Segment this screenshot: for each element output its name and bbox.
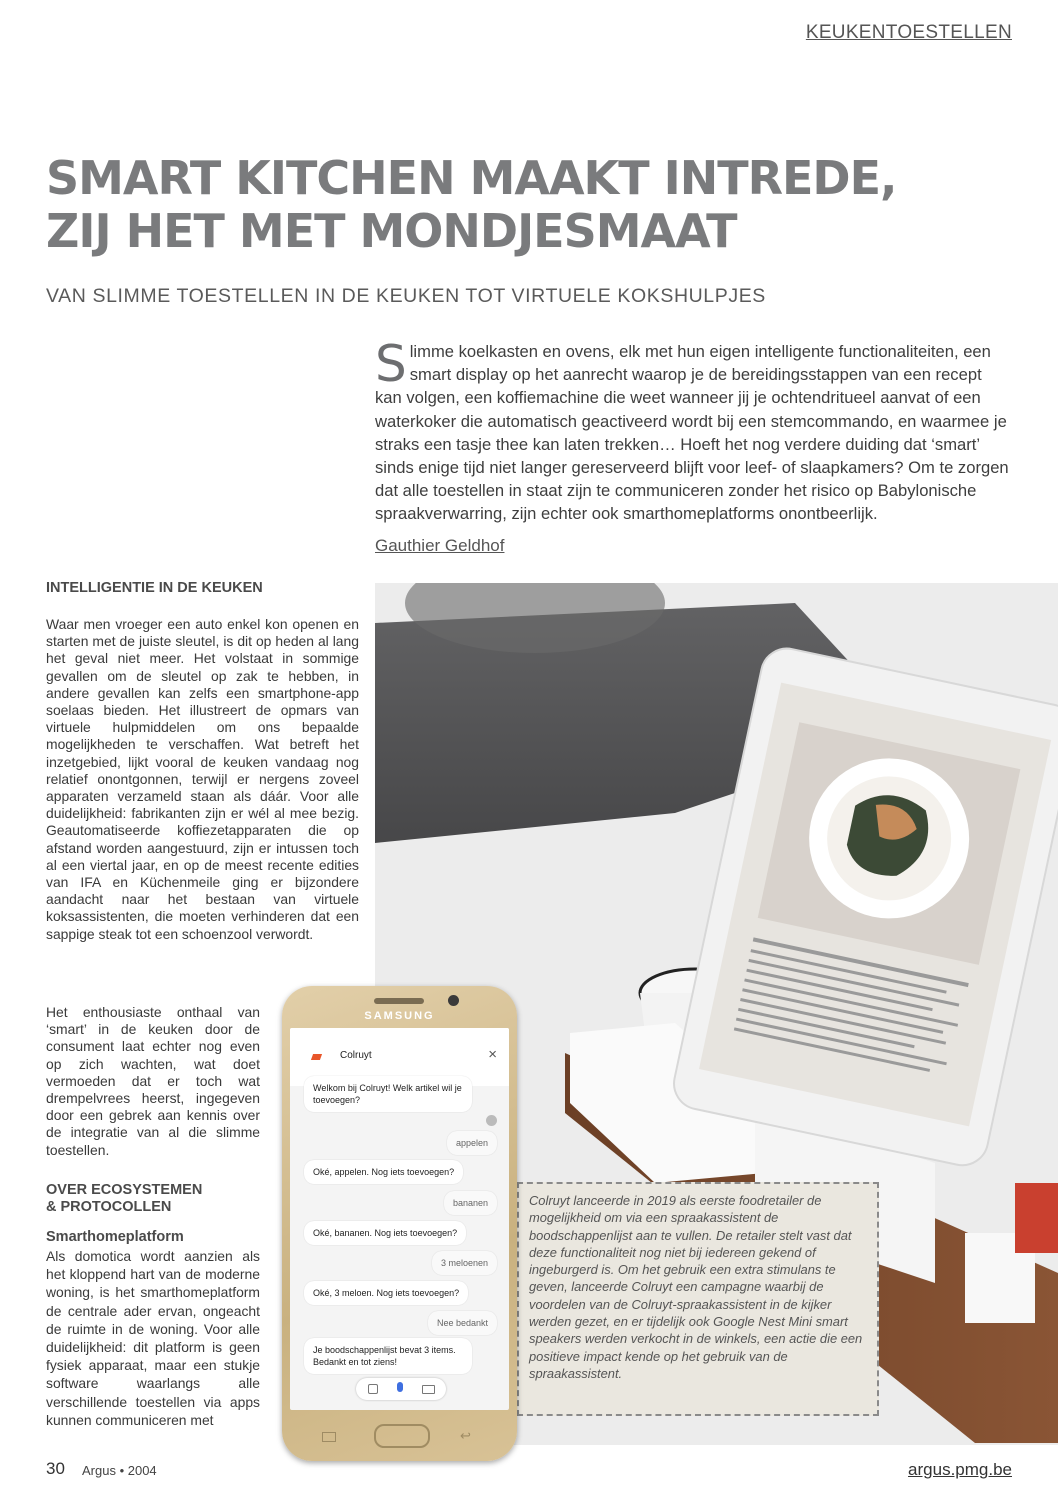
home-button[interactable] bbox=[374, 1424, 430, 1448]
article-subtitle: VAN SLIMME TOESTELLEN IN DE KEUKEN TOT VIRTUELE KOKSHULPJES bbox=[46, 285, 766, 307]
smartphone bbox=[282, 986, 517, 1461]
lead-paragraph bbox=[375, 335, 1011, 526]
chat-message-bot: Oké, 3 meloen. Nog iets toevoegen? bbox=[304, 1281, 468, 1305]
colruyt-logo-icon bbox=[311, 1054, 322, 1060]
chat-app-name: Colruyt bbox=[340, 1050, 372, 1061]
chat-message-bot: Je boodschappenlijst bevat 3 items. Bedankt en tot ziens! bbox=[304, 1338, 472, 1374]
title-line-1: SMART KITCHEN MAAKT INTREDE, bbox=[46, 151, 897, 205]
heading-ecosystemen bbox=[46, 1182, 246, 1216]
chat-message-bot: Welkom bij Colruyt! Welk artikel wil je toevoegen? bbox=[304, 1076, 472, 1112]
recent-apps-button[interactable] bbox=[322, 1432, 336, 1442]
page-number: 30 bbox=[46, 1459, 65, 1478]
keyboard-icon[interactable] bbox=[422, 1385, 435, 1394]
chat-message-user: bananen bbox=[444, 1191, 497, 1215]
chat-message-user: appelen bbox=[447, 1131, 497, 1155]
author-byline: Gauthier Geldhof bbox=[375, 536, 505, 555]
back-icon[interactable]: ↩ bbox=[460, 1428, 471, 1443]
lens-icon[interactable] bbox=[368, 1384, 378, 1394]
chat-message-bot: Oké, appelen. Nog iets toevoegen? bbox=[304, 1160, 463, 1184]
phone-camera bbox=[448, 995, 459, 1006]
website-link[interactable]: argus.pmg.be bbox=[908, 1460, 1012, 1479]
heading-intelligentie: INTELLIGENTIE IN DE KEUKEN bbox=[46, 580, 263, 596]
phone-screen bbox=[290, 1028, 509, 1410]
chat-message-bot: Oké, bananen. Nog iets toevoegen? bbox=[304, 1221, 466, 1245]
assistant-input-bar[interactable] bbox=[356, 1378, 446, 1400]
user-avatar-icon bbox=[486, 1115, 497, 1126]
article-title bbox=[46, 152, 946, 258]
magazine-issue: Argus • 2004 bbox=[82, 1463, 157, 1478]
microphone-icon[interactable] bbox=[397, 1382, 403, 1392]
body-intelligentie: Waar men vroeger een auto enkel kon openen en starten met de juiste sleutel, is dit op heden al lang het geval niet meer. Het volstaat in sommige gevallen om de sleutel op zak te hebben, in andere gevallen kan zelfs een smartphone-app soelaas bieden. Het illustreert de opmars van virtuele hulpmiddelen om ons bepaalde mogelijkheden te verschaffen. Wat betreft het inzetgebied, lijkt vooral de keuken vandaag nog relatief onontgonnen, terwijl er nergens zoveel apparaten verzameld staan als dáár. Voor alle duidelijkheid: fabrikanten zijn er wél al mee bezig. Geautomatiseerde koffiezetapparaten die op afstand worden aangestuurd, zijn er intussen toch al een viertal jaar, en op de meest recente edities van IFA en Küchenmeile ging er bijzondere aandacht naar het bestaan van virtuele koksassistenten, die moeten verhinderen dat een sappige steak tot een schoenzool verwordt. bbox=[46, 616, 359, 942]
section-label: KEUKENTOESTELLEN bbox=[805, 22, 1012, 43]
chat-message-user: Nee bedankt bbox=[428, 1311, 497, 1335]
body-intelligentie-continued: Het enthousiaste onthaal van ‘smart’ in de keuken door de consument laat echter nog even op zich wachten, wat doet vermoeden dat er toch wat drempelvrees heerst, ingegeven door een gebrek aan kennis over de integratie van al die slimme toestellen. bbox=[46, 1004, 260, 1158]
chat-message-user: 3 meloenen bbox=[432, 1251, 497, 1275]
close-icon[interactable]: × bbox=[488, 1046, 497, 1063]
phone-brand: SAMSUNG bbox=[364, 1010, 435, 1022]
lead-text: limme koelkasten en ovens, elk met hun eigen intelligente functionaliteiten, een smart display op het aanrecht waarop je de bereidingsstappen van een recept kan volgen, een koffiemachine die weet wanneer jij je ochtendritueel aanvat of een waterkoker die automatisch geactiveerd wordt bij een stemcommando, en waarmee je straks een tasje thee kan laten trekken… Hoeft het nog verdere duiding dat ‘smart’ sinds enige tijd niet langer gereserveerd blijft voor leef- of slaapkamers? Om te zorgen dat alle toestellen in staat zijn te communiceren zonder het risico op Babylonische spraakverwarring, zijn echter ook smarthomeplatforms onontbeerlijk. bbox=[375, 342, 1009, 524]
subheading-smarthomeplatform: Smarthomeplatform bbox=[46, 1229, 184, 1245]
drop-cap: S bbox=[375, 335, 407, 393]
phone-speaker bbox=[374, 998, 424, 1004]
body-smarthome: Als domotica wordt aanzien als het kloppend hart van de moderne woning, is het smarthomeplatform de centrale ader ervan, ongeacht de ruimte in de woning. Voor alle duidelijkheid: dit platform is geen fysiek apparaat, maar een stukje software waarlangs alle verschillende toestellen via apps kunnen communiceren met bbox=[46, 1248, 260, 1428]
photo-caption: Colruyt lanceerde in 2019 als eerste foodretailer de mogelijkheid om via een spraakassistent de boodschappenlijst aan te vullen. De retailer stelt vast dat deze functionaliteit nog niet bij iedereen gekend of ingeburgerd is. Om het gebruik een extra stimulans te geven, lanceerde Colruyt een campagne waarbij de voordelen van de Colruyt-spraakassistent in de kijker werden gezet, en er tijdelijk ook Google Nest Mini smart speakers werden verkocht in de winkels, een actie die een positieve impact kende op het gebruik van de spraakassistent. bbox=[517, 1182, 879, 1416]
heading-eco-line-1: OVER ECOSYSTEMEN bbox=[46, 1182, 203, 1198]
title-line-2: ZIJ HET MET MONDJESMAAT bbox=[46, 204, 737, 258]
heading-eco-line-2: & PROTOCOLLEN bbox=[46, 1199, 172, 1215]
